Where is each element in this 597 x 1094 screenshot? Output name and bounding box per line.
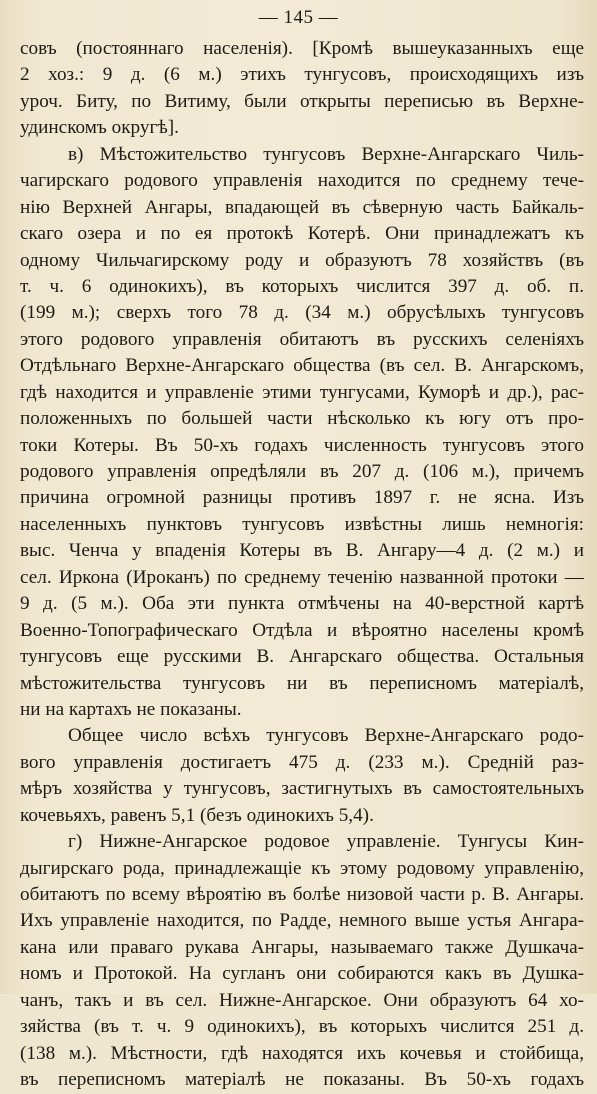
text-line: Отдѣльнаго Верхне-Ангарскаго общества (въ сел. В. Ангарскомъ,: [20, 355, 584, 377]
text-line: (138 м.). Мѣстности, гдѣ находятся ихъ кочевья и стойбища,: [20, 1042, 584, 1064]
text-line: чагирскаго родового управленія находится по среднему тече-: [20, 170, 584, 192]
text-line: 2 хоз.: 9 д. (6 м.) этихъ тунгусовъ, происходящихъ изъ: [20, 64, 584, 86]
text-line: уроч. Биту, по Витиму, были открыты переписью въ Верхне-: [20, 90, 584, 112]
text-line: чанъ, такъ и въ сел. Нижне-Ангарское. Они образуютъ 64 хо-: [20, 989, 584, 1011]
text-line: т. ч. 6 одинокихъ), въ которыхъ числится 397 д. об. п.: [20, 275, 584, 297]
text-line: токи Котеры. Въ 50-хъ годахъ численность тунгусовъ этого: [20, 434, 584, 456]
text-line: дыгирскаго рода, принадлежащіе къ этому родовому управленію,: [20, 857, 584, 879]
text-line: обитаютъ по всему вѣроятію въ болѣе низовой части р. В. Ангары.: [20, 884, 584, 905]
text-line: выс. Ченча у впаденія Котеры въ В. Ангару—4 д. (2 м.) и: [20, 540, 584, 562]
text-line: Военно-Топографическаго Отдѣла и вѣроятно населены кромѣ: [20, 619, 584, 641]
text-line: сел. Иркона (Ироканъ) по среднему теченію названной протоки —: [20, 566, 584, 588]
text-line: 9 д. (5 м.). Оба эти пункта отмѣчены на 40-верстной картѣ: [20, 593, 584, 615]
text-line: кочевьяхъ, равенъ 5,1 (безъ одинокихъ 5,4).: [20, 804, 374, 826]
paragraph-start-line: г) Нижне-Ангарское родовое управленіе. Тунгусы Кин-: [68, 831, 584, 853]
text-line: населенныхъ пунктовъ тунгусовъ извѣстны лишь немногія:: [20, 513, 584, 535]
text-line: нію Верхней Ангары, впадающей въ сѣверную часть Байкаль-: [20, 196, 584, 218]
text-line: скаго озера и по ея протокѣ Котерѣ. Они принадлежатъ къ: [20, 223, 584, 245]
text-line: (199 м.); сверхъ того 78 д. (34 м.) обрусѣлыхъ тунгусовъ: [20, 302, 584, 324]
text-line: вого управленія достигаетъ 475 д. (233 м.). Средній раз-: [20, 751, 584, 773]
text-line: одному Чильчагирскому роду и образуютъ 78 хозяйствъ (въ: [20, 249, 584, 271]
text-line: ни на картахъ не показаны.: [20, 698, 242, 720]
text-line: Ихъ управленіе находится, по Радде, немного выше устья Ангара-: [20, 910, 584, 932]
page-number: — 145 —: [258, 7, 339, 28]
text-line: номъ и Протокой. На сугланъ они собираются какъ въ Душка-: [20, 963, 584, 985]
text-line: гдѣ находится и управленіе этими тунгусами, Куморѣ и др.), рас-: [20, 381, 584, 403]
body-text: [20, 36, 584, 1094]
paragraph-start-line: Общее число всѣхъ тунгусовъ Верхне-Ангарскаго родо-: [68, 725, 584, 747]
text-line: тунгусовъ еще русскими В. Ангарскаго общества. Остальныя: [20, 646, 584, 668]
text-line: родового управленія опредѣляли въ 207 д. (106 м.), причемъ: [20, 461, 584, 482]
text-line: удинскомъ округѣ].: [20, 117, 179, 139]
text-line: зяйства (въ т. ч. 9 одинокихъ), въ которыхъ числится 251 д.: [20, 1016, 584, 1038]
text-line: совъ (постояннаго населенія). [Кромѣ вышеуказанныхъ еще: [20, 38, 584, 59]
text-line: этого родового управленія обитаютъ въ русскихъ селеніяхъ: [20, 328, 584, 350]
text-line: положенныхъ по большей части нѣсколько къ югу отъ про-: [20, 408, 584, 430]
text-line: мѣстожительства тунгусовъ ни въ переписномъ матеріалѣ,: [20, 672, 584, 694]
text-line: причина огромной разницы противъ 1897 г. не ясна. Изъ: [20, 487, 584, 509]
text-line: кана или праваго рукава Ангары, называемаго также Душкача-: [20, 936, 584, 958]
text-line: мѣръ хозяйства у тунгусовъ, застигнутыхъ въ самостоятельныхъ: [20, 778, 584, 800]
text-line: въ переписномъ матеріалѣ не показаны. Въ 50-хъ годахъ: [20, 1069, 584, 1091]
paragraph-start-line: в) Мѣстожительство тунгусовъ Верхне-Ангарскаго Чиль-: [68, 143, 584, 165]
